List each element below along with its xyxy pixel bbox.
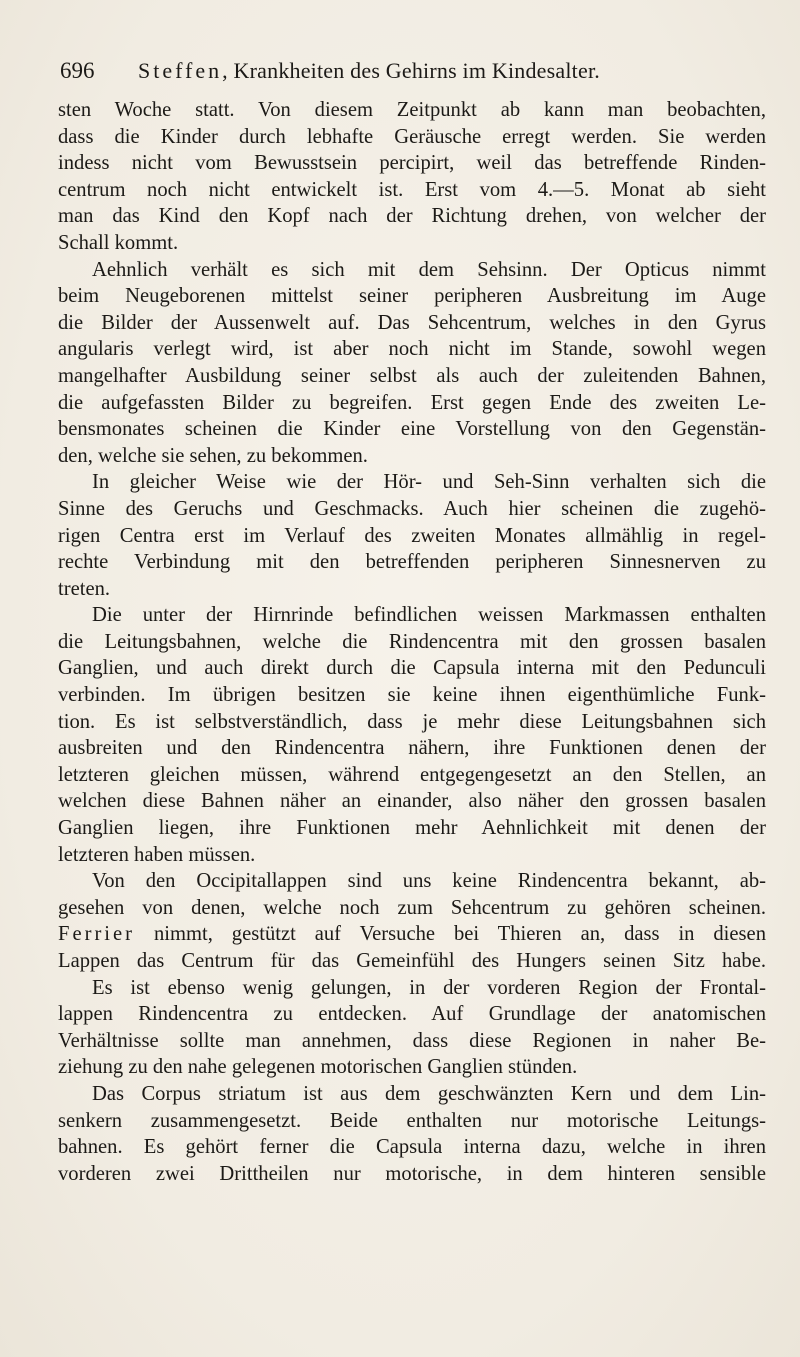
page-number: 696	[60, 58, 95, 83]
text-line: tion. Es ist selbstverständlich, dass je mehr diese Leitungsbahnen sich	[58, 710, 766, 733]
paragraph-start-line: Es ist ebenso wenig gelungen, in der vorderen Region der Frontal-	[92, 976, 766, 999]
text-line-rest: nimmt, gestützt auf Versuche bei Thieren an, dass in diesen	[135, 923, 766, 946]
text-line: Lappen das Centrum für das Gemeinfühl des Hungers seinen Sitz habe.	[58, 950, 766, 972]
paragraph-start-line: Das Corpus striatum ist aus dem geschwänzten Kern und dem Lin-	[92, 1082, 766, 1105]
text-line: dass die Kinder durch lebhafte Geräusche erregt werden. Sie werden	[58, 125, 766, 148]
text-line: Sinne des Geruchs und Geschmacks. Auch hier scheinen die zugehö-	[58, 497, 766, 520]
text-line: sten Woche statt. Von diesem Zeitpunkt ab kann man beobachten,	[58, 99, 766, 121]
paragraph-start-line: In gleicher Weise wie der Hör- und Seh-Sinn verhalten sich die	[92, 471, 766, 494]
text-line: verbinden. Im übrigen besitzen sie keine ihnen eigenthümliche Funk-	[58, 684, 766, 707]
text-line: gesehen von denen, welche noch zum Sehcentrum zu gehören scheinen.	[58, 896, 766, 919]
text-line: letzteren haben müssen.	[58, 843, 256, 866]
body-text	[58, 97, 766, 1187]
author-name: Steffen	[138, 58, 223, 83]
text-line: mangelhafter Ausbildung seiner selbst als auch der zuleitenden Bahnen,	[58, 364, 766, 387]
text-line: bahnen. Es gehört ferner die Capsula interna dazu, welche in ihren	[58, 1136, 766, 1159]
text-line: bensmonates scheinen die Kinder eine Vorstellung von den Gegenstän-	[58, 418, 766, 441]
text-line: ausbreiten und den Rindencentra nähern, ihre Funktionen denen der	[58, 737, 766, 760]
spaced-author-name: Ferrier	[58, 923, 136, 946]
text-line: Ganglien, und auch direkt durch die Capsula interna mit den Pedunculi	[58, 657, 766, 680]
text-line: rechte Verbindung mit den betreffenden peripheren Sinnesnerven zu	[58, 551, 766, 574]
text-line: rigen Centra erst im Verlauf des zweiten Monates allmählig in regel-	[58, 524, 766, 547]
text-line: Schall kommt.	[58, 231, 179, 254]
text-line: die Leitungsbahnen, welche die Rindencentra mit den grossen basalen	[58, 630, 766, 653]
text-line: lappen Rindencentra zu entdecken. Auf Grundlage der anatomischen	[58, 1003, 766, 1026]
text-line-with-name	[58, 921, 766, 948]
text-line: welchen diese Bahnen näher an einander, also näher den grossen basalen	[58, 790, 766, 813]
paragraph-start-line: Von den Occipitallappen sind uns keine Rindencentra bekannt, ab-	[92, 870, 766, 893]
running-head	[60, 58, 760, 84]
text-line: vorderen zwei Drittheilen nur motorische, in dem hinteren sensible	[58, 1162, 766, 1185]
running-title: , Krankheiten des Gehirns im Kindesalter.	[222, 58, 600, 83]
text-line: ziehung zu den nahe gelegenen motorischen Ganglien stünden.	[58, 1056, 578, 1079]
text-line: die aufgefassten Bilder zu begreifen. Erst gegen Ende des zweiten Le-	[58, 391, 766, 414]
text-line: centrum noch nicht entwickelt ist. Erst vom 4.—5. Monat ab sieht	[58, 178, 766, 201]
text-line: letzteren gleichen müssen, während entgegengesetzt an den Stellen, an	[58, 763, 766, 786]
text-line: treten.	[58, 577, 111, 600]
paragraph-start-line: Aehnlich verhält es sich mit dem Sehsinn. Der Opticus nimmt	[92, 258, 766, 281]
text-line: indess nicht vom Bewusstsein percipirt, weil das betreffende Rinden-	[58, 152, 766, 175]
text-line: die Bilder der Aussenwelt auf. Das Sehcentrum, welches in den Gyrus	[58, 311, 766, 334]
text-line: man das Kind den Kopf nach der Richtung drehen, von welcher der	[58, 205, 766, 228]
text-line: Ganglien liegen, ihre Funktionen mehr Aehnlichkeit mit denen der	[58, 817, 766, 840]
text-line: den, welche sie sehen, zu bekommen.	[58, 444, 368, 467]
text-line: angularis verlegt wird, ist aber noch nicht im Stande, sowohl wegen	[58, 338, 766, 361]
text-line: senkern zusammengesetzt. Beide enthalten nur motorische Leitungs-	[58, 1109, 766, 1132]
text-line: beim Neugeborenen mittelst seiner peripheren Ausbreitung im Auge	[58, 285, 766, 308]
paragraph-start-line: Die unter der Hirnrinde befindlichen weissen Markmassen enthalten	[92, 604, 766, 627]
text-line: Verhältnisse sollte man annehmen, dass diese Regionen in naher Be-	[58, 1029, 766, 1052]
